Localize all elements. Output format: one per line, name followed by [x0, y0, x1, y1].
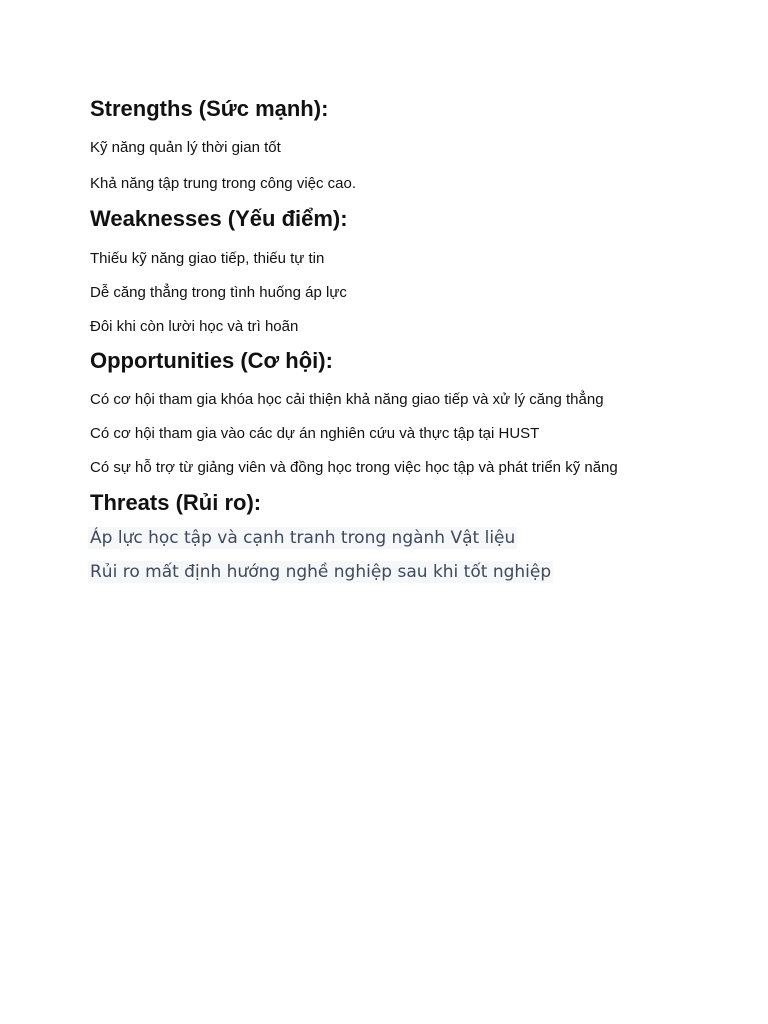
threats-heading: Threats (Rủi ro): — [90, 490, 262, 515]
threat-line — [90, 561, 730, 583]
document-body — [90, 94, 730, 583]
weakness-item: Thiếu kỹ năng giao tiếp, thiếu tự tin — [90, 250, 325, 267]
strengths-heading: Strengths (Sức mạnh): — [90, 96, 329, 121]
strength-item: Kỹ năng quản lý thời gian tốt — [90, 139, 281, 156]
opportunity-item: Có sự hỗ trợ từ giảng viên và đồng học trong việc học tập và phát triển kỹ năng — [90, 459, 618, 476]
weaknesses-list — [90, 249, 730, 337]
opportunities-list — [90, 390, 730, 478]
strength-item: Khả năng tập trung trong công việc cao. — [90, 175, 357, 192]
threat-item: Áp lực học tập và cạnh tranh trong ngành Vật liệu — [90, 528, 516, 548]
weakness-item: Dễ căng thẳng trong tình huống áp lực — [90, 284, 347, 301]
threat-line — [90, 527, 730, 549]
opportunity-item: Có cơ hội tham gia khóa học cải thiện khả năng giao tiếp và xử lý căng thẳng — [90, 391, 604, 408]
threats-list — [90, 527, 730, 583]
opportunity-item: Có cơ hội tham gia vào các dự án nghiên cứu và thực tập tại HUST — [90, 425, 540, 442]
strengths-list — [90, 138, 730, 194]
threat-item: Rủi ro mất định hướng nghề nghiệp sau khi tốt nghiệp — [90, 562, 552, 582]
weakness-item: Đôi khi còn lười học và trì hoãn — [90, 318, 299, 335]
weaknesses-heading: Weaknesses (Yếu điểm): — [90, 206, 348, 231]
opportunities-heading: Opportunities (Cơ hội): — [90, 348, 333, 373]
